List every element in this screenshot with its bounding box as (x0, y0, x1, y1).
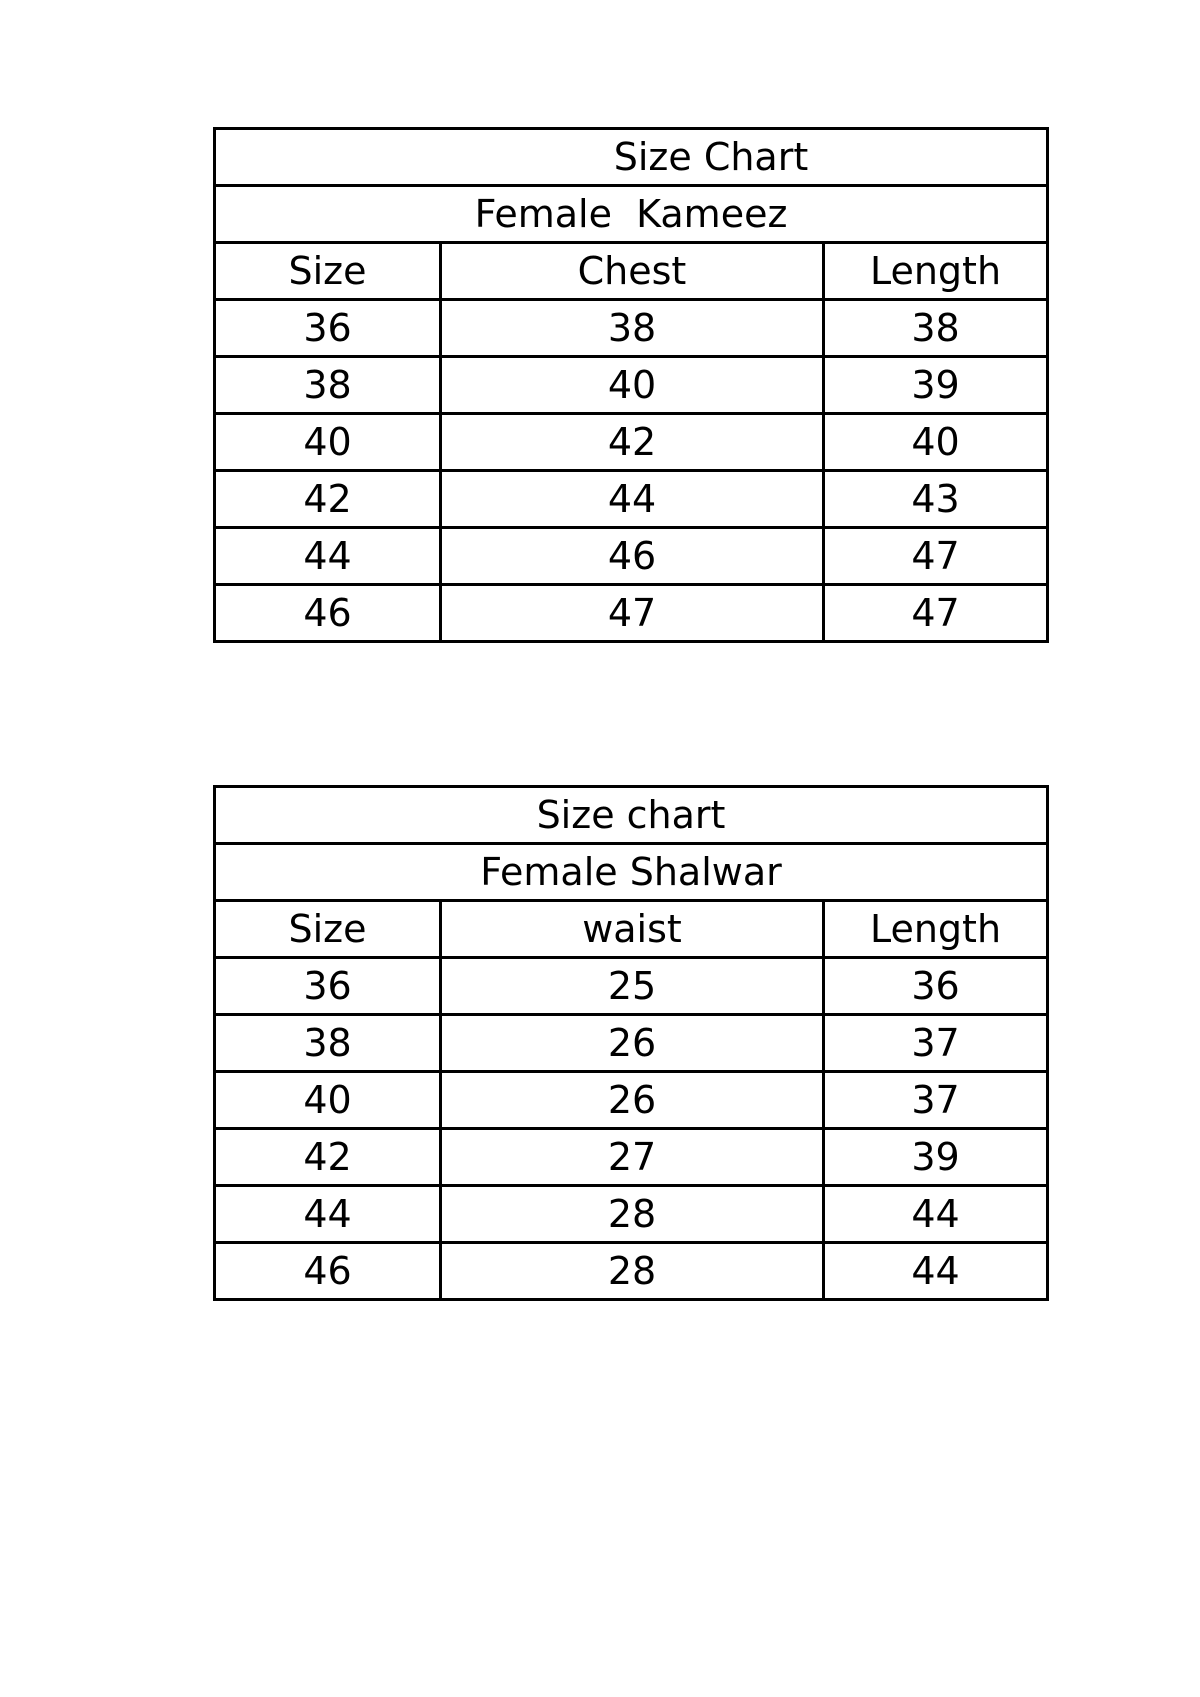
cell-length: 36 (824, 958, 1048, 1015)
cell-size: 40 (215, 414, 441, 471)
cell-size: 42 (215, 1129, 441, 1186)
kameez-size-table (213, 127, 1049, 643)
table-row (215, 471, 1048, 528)
table-subtitle: Female Shalwar (215, 844, 1048, 901)
table-row (215, 357, 1048, 414)
cell-size: 40 (215, 1072, 441, 1129)
table-row (215, 1129, 1048, 1186)
table-title: Size Chart (215, 129, 1048, 186)
table-row (215, 958, 1048, 1015)
cell-size: 46 (215, 1243, 441, 1300)
cell-length: 47 (824, 585, 1048, 642)
cell-size: 36 (215, 958, 441, 1015)
column-header-length: Length (824, 901, 1048, 958)
cell-size: 36 (215, 300, 441, 357)
table-title: Size chart (215, 787, 1048, 844)
table-row (215, 300, 1048, 357)
cell-chest: 38 (441, 300, 824, 357)
cell-size: 44 (215, 1186, 441, 1243)
table-subtitle-row (215, 844, 1048, 901)
column-header-chest: Chest (441, 243, 824, 300)
cell-length: 37 (824, 1072, 1048, 1129)
cell-length: 43 (824, 471, 1048, 528)
table-row (215, 1186, 1048, 1243)
cell-chest: 46 (441, 528, 824, 585)
cell-length: 47 (824, 528, 1048, 585)
cell-length: 40 (824, 414, 1048, 471)
cell-chest: 47 (441, 585, 824, 642)
cell-waist: 26 (441, 1015, 824, 1072)
column-header-waist: waist (441, 901, 824, 958)
cell-waist: 27 (441, 1129, 824, 1186)
cell-size: 42 (215, 471, 441, 528)
cell-length: 39 (824, 357, 1048, 414)
cell-length: 44 (824, 1186, 1048, 1243)
table-row (215, 414, 1048, 471)
table-row (215, 528, 1048, 585)
column-header-size: Size (215, 901, 441, 958)
cell-size: 38 (215, 1015, 441, 1072)
cell-waist: 26 (441, 1072, 824, 1129)
cell-waist: 28 (441, 1186, 824, 1243)
table-subtitle: Female Kameez (215, 186, 1048, 243)
table-row (215, 1072, 1048, 1129)
cell-waist: 28 (441, 1243, 824, 1300)
cell-size: 46 (215, 585, 441, 642)
cell-size: 44 (215, 528, 441, 585)
table-row (215, 585, 1048, 642)
cell-length: 37 (824, 1015, 1048, 1072)
shalwar-size-table (213, 785, 1049, 1301)
cell-chest: 40 (441, 357, 824, 414)
table-header-row (215, 243, 1048, 300)
table-title-row (215, 129, 1048, 186)
cell-size: 38 (215, 357, 441, 414)
cell-chest: 42 (441, 414, 824, 471)
table-title-row (215, 787, 1048, 844)
table-subtitle-row (215, 186, 1048, 243)
cell-length: 38 (824, 300, 1048, 357)
table-row (215, 1243, 1048, 1300)
table-header-row (215, 901, 1048, 958)
table-row (215, 1015, 1048, 1072)
column-header-length: Length (824, 243, 1048, 300)
column-header-size: Size (215, 243, 441, 300)
cell-chest: 44 (441, 471, 824, 528)
cell-length: 44 (824, 1243, 1048, 1300)
cell-waist: 25 (441, 958, 824, 1015)
cell-length: 39 (824, 1129, 1048, 1186)
